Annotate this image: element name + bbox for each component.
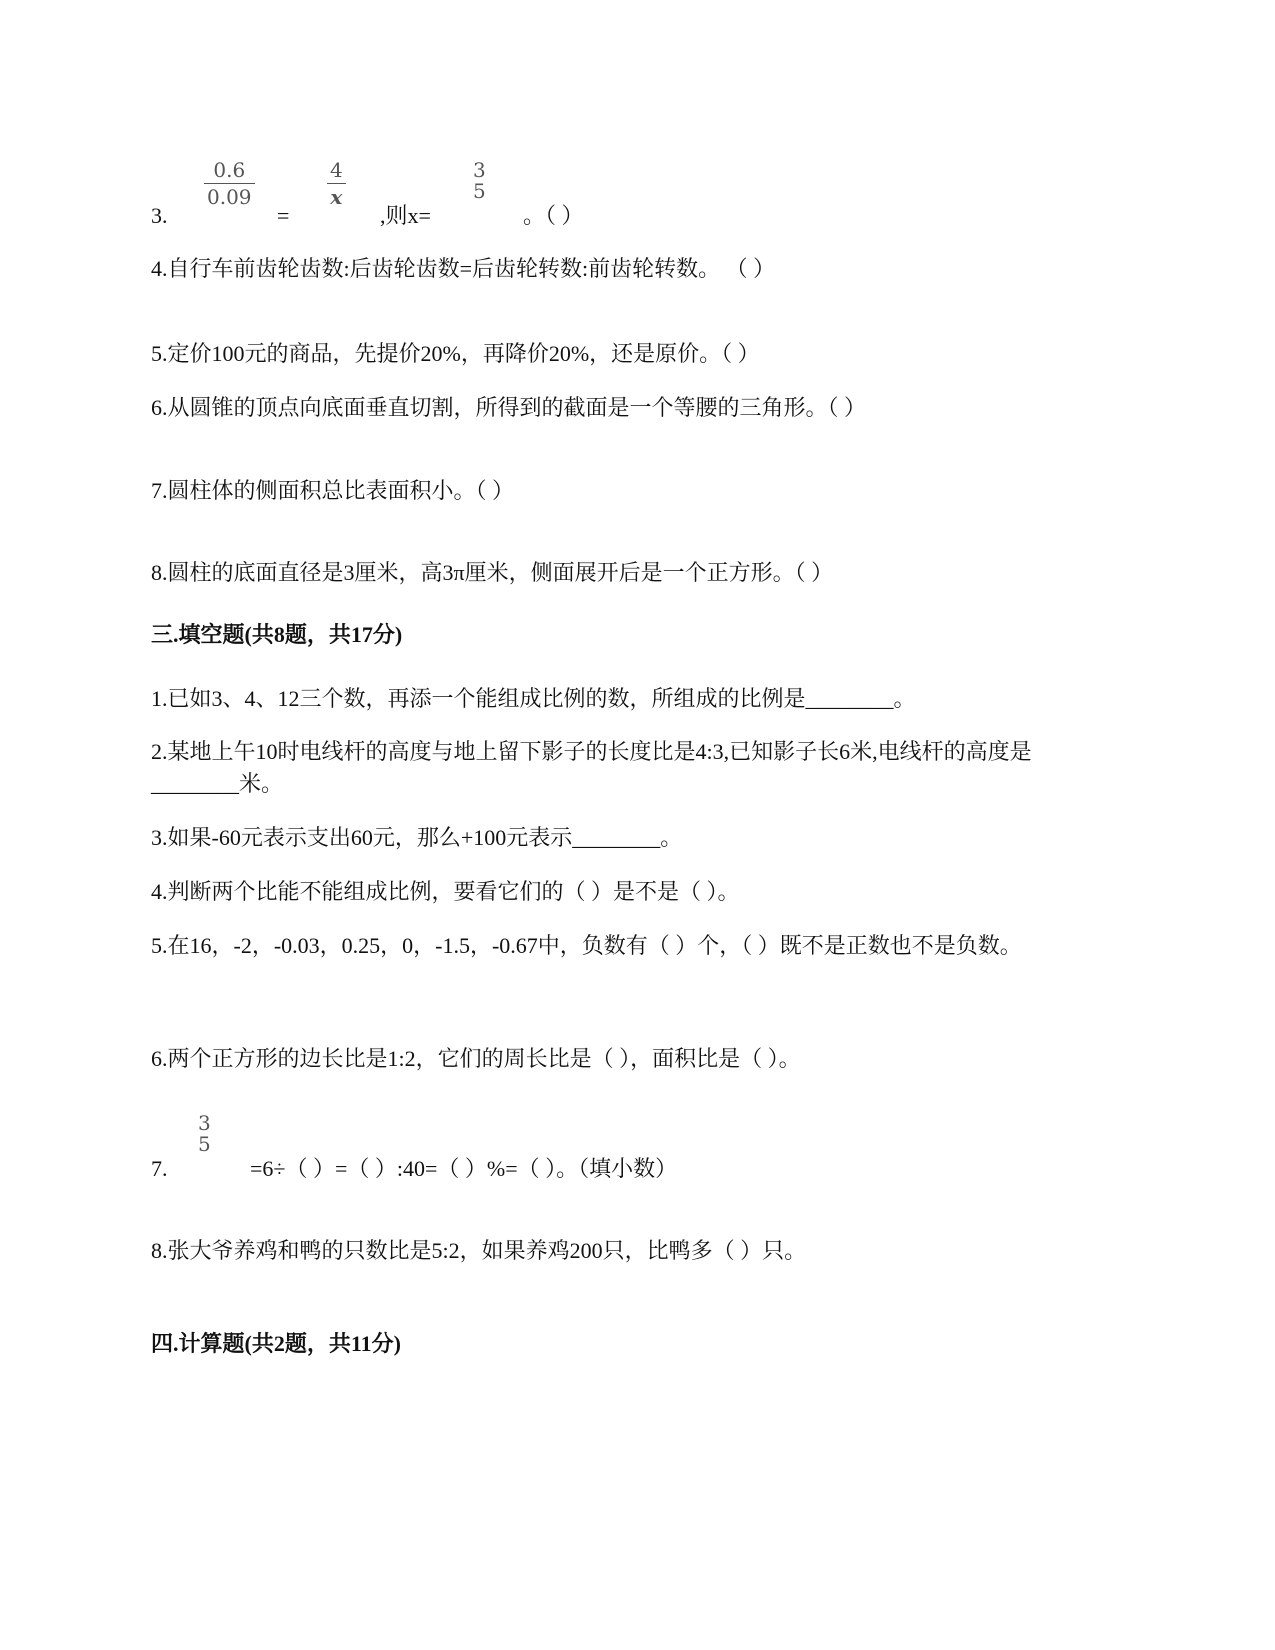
equation-chain: =6÷（ ）=（ ）:40=（ ）%=（ ）。（填小数） xyxy=(250,1156,678,1181)
fill-question-8: 8.张大爷养鸡和鸭的只数比是5:2，如果养鸡200只，比鸭多（ ）只。 xyxy=(151,1238,807,1263)
fraction-4-over-x xyxy=(327,160,346,207)
fill-question-1: 1.已如3、4、12三个数，再添一个能组成比例的数，所组成的比例是________。 xyxy=(151,686,916,711)
fraction-3-over-5 xyxy=(195,1113,214,1154)
fraction-0.6-over-0.09 xyxy=(204,160,255,207)
section-heading-calculation: 四.计算题(共2题，共11分) xyxy=(151,1331,401,1356)
numerator: 3 xyxy=(473,158,486,182)
numerator: 3 xyxy=(198,1111,211,1135)
fraction-3-over-5 xyxy=(470,160,489,201)
denominator: x xyxy=(330,185,343,209)
equals-sign: = xyxy=(277,203,290,228)
answer-bracket: 。（ ） xyxy=(523,203,584,228)
fill-question-2: 2.某地上午10时电线杆的高度与地上留下影子的长度比是4:3,已知影子长6米,电线杆的高度是________米。 xyxy=(151,739,1032,796)
tf-question-4: 4.自行车前齿轮齿数:后齿轮齿数=后齿轮转数:前齿轮转数。 （ ） xyxy=(151,256,776,281)
tf-question-6: 6.从圆锥的顶点向底面垂直切割，所得到的截面是一个等腰的三角形。（ ） xyxy=(151,395,867,420)
numerator: 4 xyxy=(330,158,343,182)
fraction-bar xyxy=(327,183,346,184)
denominator: 0.09 xyxy=(207,185,252,209)
fill-question-5: 5.在16，-2，-0.03，0.25，0，-1.5，-0.67中，负数有（ ）个，（ ）既不是正数也不是负数。 xyxy=(151,933,1022,958)
question-number: 7. xyxy=(151,1156,168,1181)
tf-question-5: 5.定价100元的商品，先提价20%，再降价20%，还是原价。（ ） xyxy=(151,341,760,366)
fraction-bar xyxy=(204,183,255,184)
numerator: 0.6 xyxy=(213,158,246,182)
fill-question-4: 4.判断两个比能不能组成比例，要看它们的（ ）是不是（ ）。 xyxy=(151,879,740,904)
tf-question-7: 7.圆柱体的侧面积总比表面积小。（ ） xyxy=(151,478,515,503)
section-heading-fill-in: 三.填空题(共8题，共17分) xyxy=(151,622,403,647)
denominator: 5 xyxy=(473,179,486,203)
then-x-equals: ,则x= xyxy=(380,203,431,228)
fill-question-3: 3.如果-60元表示支出60元，那么+100元表示________。 xyxy=(151,825,683,850)
tf-question-8: 8.圆柱的底面直径是3厘米，高3π厘米，侧面展开后是一个正方形。（ ） xyxy=(151,560,834,585)
fill-question-6: 6.两个正方形的边长比是1:2，它们的周长比是（ ），面积比是（ ）。 xyxy=(151,1046,801,1071)
denominator: 5 xyxy=(198,1132,211,1156)
question-number: 3. xyxy=(151,203,168,228)
